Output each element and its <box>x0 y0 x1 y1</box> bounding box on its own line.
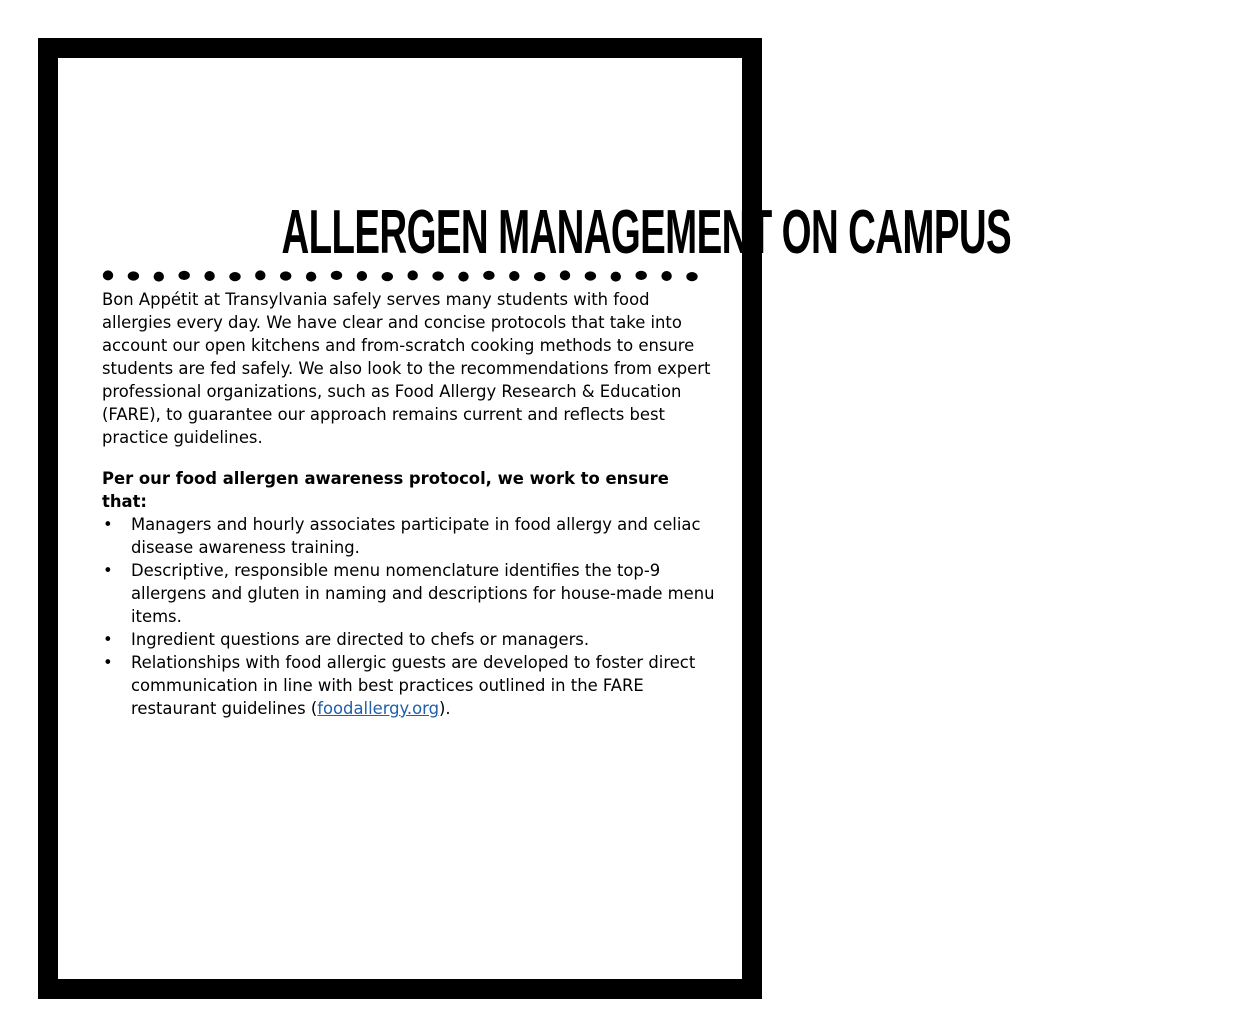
divider-dot <box>306 272 316 282</box>
divider-dot <box>560 270 570 280</box>
bullet-icon: • <box>103 653 113 672</box>
divider-dot <box>585 271 596 280</box>
list-item-text: Descriptive, responsible menu nomenclature identifies the top-9 allergens and gluten in naming and descriptions for house-made menu items. <box>131 561 715 626</box>
divider-dot <box>534 272 545 281</box>
divider-dot <box>458 272 468 282</box>
page-title-text: ALLERGEN MANAGEMENT ON CAMPUS <box>281 198 1012 267</box>
dotted-divider <box>98 268 702 284</box>
divider-dot <box>432 271 443 280</box>
page-content-area <box>58 58 1012 979</box>
divider-dot <box>229 272 240 281</box>
divider-dot <box>483 271 494 280</box>
list-item <box>102 559 718 628</box>
divider-dot <box>611 272 621 282</box>
divider-dot <box>509 271 519 281</box>
list-item <box>102 651 718 720</box>
list-item-text: Managers and hourly associates participate in food allergy and celiac disease awareness training. <box>131 515 701 557</box>
divider-dot <box>686 272 697 281</box>
divider-dot <box>255 270 265 280</box>
list-item-text-before-link: Relationships with food allergic guests are developed to foster direct communication in line with best practices outlined in the FARE restaurant guidelines ( <box>131 653 696 718</box>
bullet-icon: • <box>103 561 113 580</box>
divider-dot <box>179 271 190 280</box>
divider-dot <box>280 271 291 280</box>
page-title <box>58 198 1012 268</box>
divider-dot <box>103 270 113 280</box>
divider-dot <box>661 271 671 281</box>
intro-paragraph: Bon Appétit at Transylvania safely serves many students with food allergies every day. We have clear and concise protocols that take into account our open kitchens and from-scratch cooking methods to ensure students are fed safely. We also look to the recommendations from expert professional organizations, such as Food Allergy Research & Education (FARE), to guarantee our approach remains current and reflects best practice guidelines. <box>102 290 711 447</box>
page-border <box>38 38 1012 999</box>
divider-dot <box>154 272 164 282</box>
divider-dot <box>204 271 214 281</box>
divider-dot <box>331 271 342 280</box>
divider-dot <box>128 271 139 280</box>
bullet-icon: • <box>103 515 113 534</box>
list-item-text-after-link: ). <box>439 699 451 718</box>
bullet-icon: • <box>103 630 113 649</box>
document-body <box>102 288 718 720</box>
protocol-heading: Per our food allergen awareness protocol, we work to ensure that: <box>102 469 669 511</box>
foodallergy-link[interactable]: foodallergy.org <box>317 699 440 718</box>
divider-dot <box>636 271 647 280</box>
divider-dot <box>408 270 418 280</box>
divider-dot <box>357 271 367 281</box>
protocol-list <box>102 513 718 720</box>
divider-dot <box>382 272 393 281</box>
list-item <box>102 513 718 559</box>
list-item-text: Ingredient questions are directed to chefs or managers. <box>131 630 590 649</box>
list-item <box>102 628 718 651</box>
